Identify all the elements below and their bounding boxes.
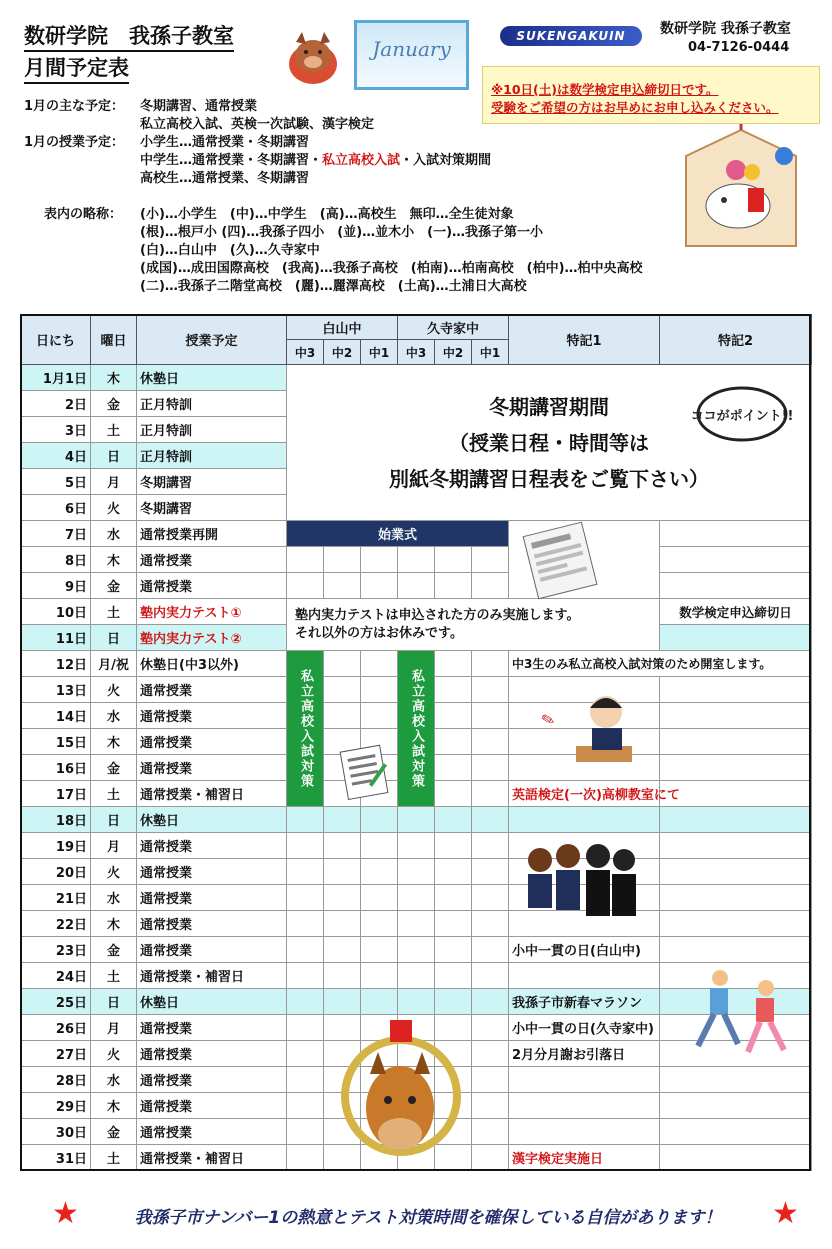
row-date: 15日 [21, 729, 91, 755]
note1-cell: 漢字検定実施日 [509, 1145, 660, 1171]
abbr-line: (小)…小学生 (中)…中学生 (高)…高校生 無印…全生徒対象 [140, 207, 514, 222]
test-notice [287, 599, 660, 651]
winter-line: 冬期講習期間 [489, 394, 610, 419]
table-row [21, 547, 812, 573]
note1-cell [509, 1093, 660, 1119]
row-plan: 通常授業 [137, 859, 287, 885]
grade-cell [287, 1119, 324, 1145]
row-weekday: 木 [91, 547, 137, 573]
row-date: 19日 [21, 833, 91, 859]
grade-cell [287, 1093, 324, 1119]
note2-cell [660, 937, 812, 963]
grade-cell [435, 989, 472, 1015]
row-weekday: 金 [91, 937, 137, 963]
grade-cell [472, 807, 509, 833]
grade-cell [435, 937, 472, 963]
abbr-line: (根)…根戸小 (四)…我孫子四小 (並)…並木小 (一)…我孫子第一小 [140, 225, 544, 240]
row-date: 23日 [21, 937, 91, 963]
row-plan: 通常授業 [137, 911, 287, 937]
grade-cell [287, 547, 324, 573]
grade-cell [361, 963, 398, 989]
row-plan: 通常授業 [137, 677, 287, 703]
ema-horse-icon [676, 126, 806, 254]
row-plan: 正月特訓 [137, 443, 287, 469]
row-plan: 通常授業 [137, 729, 287, 755]
note1-cell: 2月分月謝お引落日 [509, 1041, 660, 1067]
row-weekday: 日 [91, 807, 137, 833]
grade-cell [324, 833, 361, 859]
grade-cell [324, 885, 361, 911]
footer-slogan: 我孫子市ナンバー1の熱意とテスト対策時間を確保している自信があります！ [134, 1208, 722, 1228]
grade-cell [472, 859, 509, 885]
row-plan: 通常授業・補習日 [137, 781, 287, 807]
grade-cell [324, 703, 361, 729]
table-row [21, 599, 812, 625]
point-badge-icon [690, 384, 794, 444]
note1-cell: 我孫子市新春マラソン [509, 989, 660, 1015]
grade-cell [472, 833, 509, 859]
col-grade3: 中3 [287, 340, 324, 365]
row-date: 13日 [21, 677, 91, 703]
note2-cell [660, 1093, 812, 1119]
grade-cell [361, 677, 398, 703]
winter-line: （授業日程・時間等は [449, 430, 650, 455]
row-plan: 通常授業 [137, 573, 287, 599]
exam-paper-icon [336, 742, 398, 800]
grade-cell [361, 651, 398, 677]
row-weekday: 日 [91, 443, 137, 469]
row-date: 16日 [21, 755, 91, 781]
phone-number: 04-7126-0444 [688, 40, 790, 55]
row-weekday: 土 [91, 963, 137, 989]
january-banner: January [354, 20, 469, 90]
row-date: 7日 [21, 521, 91, 547]
row-date: 2日 [21, 391, 91, 417]
grade-cell [287, 937, 324, 963]
table-row [21, 911, 812, 937]
row-plan: 冬期講習 [137, 495, 287, 521]
table-row [21, 651, 812, 677]
row-weekday: 土 [91, 417, 137, 443]
row-date: 18日 [21, 807, 91, 833]
row-plan: 通常授業 [137, 1015, 287, 1041]
grade-cell [472, 781, 509, 807]
row-weekday: 火 [91, 859, 137, 885]
col-note2: 特記2 [660, 315, 812, 365]
row-plan: 休塾日 [137, 989, 287, 1015]
boar-icon [282, 24, 344, 86]
note1-cell: 小中一貫の日(久寺家中) [509, 1015, 660, 1041]
grade-cell [435, 781, 472, 807]
grade-cell [324, 677, 361, 703]
row-date: 9日 [21, 573, 91, 599]
exam-prep-hakusan: 私立高校入試対策 [287, 651, 324, 807]
grade-cell [472, 703, 509, 729]
note2-cell [660, 573, 812, 599]
row-date: 17日 [21, 781, 91, 807]
grade-cell [324, 573, 361, 599]
abbr-line: (白)…白山中 (久)…久寺家中 [140, 243, 320, 258]
col-kujike: 久寺家中 [398, 315, 509, 340]
main-schedule-label: 1月の主な予定： [24, 99, 125, 114]
row-weekday: 木 [91, 1093, 137, 1119]
row-date: 28日 [21, 1067, 91, 1093]
grade-cell [472, 573, 509, 599]
grade-cell [398, 963, 435, 989]
note1-cell [509, 807, 660, 833]
col-weekday: 曜日 [91, 315, 137, 365]
grade-cell [287, 963, 324, 989]
grade-cell [472, 1015, 509, 1041]
abbr-line: (二)…我孫子二階堂高校 (麗)…麗澤高校 (土高)…土浦日大高校 [140, 279, 527, 294]
table-row [21, 833, 812, 859]
grade-cell [435, 885, 472, 911]
row-plan: 休塾日(中3以外) [137, 651, 287, 677]
grade-cell [287, 885, 324, 911]
row-date: 6日 [21, 495, 91, 521]
test-note-line: それ以外の方はお休みです。 [295, 625, 463, 641]
runners-icon [686, 966, 796, 1062]
row-date: 20日 [21, 859, 91, 885]
grade-cell [435, 677, 472, 703]
table-row [21, 521, 812, 547]
note2-cell [660, 859, 812, 885]
page-title: 月間予定表 [24, 54, 129, 84]
abbr-line: (成国)…成田国際高校 (我高)…我孫子高校 (柏南)…柏南高校 (柏中)…柏中央高校 [140, 261, 643, 276]
grade-cell [472, 885, 509, 911]
class-schedule-line: 高校生…通常授業、冬期講習 [140, 171, 310, 186]
school-title: 数研学院 我孫子教室 [24, 22, 234, 52]
notice-box [482, 66, 820, 124]
table-row [21, 859, 812, 885]
grade-cell [435, 911, 472, 937]
grade-cell [472, 1067, 509, 1093]
note1-cell [509, 1119, 660, 1145]
row-date: 1月1日 [21, 365, 91, 391]
grade-cell [435, 703, 472, 729]
notice-line: ※10日(土)は数学検定申込締切日です。 [491, 82, 719, 97]
class-schedule-label: 1月の授業予定： [24, 135, 125, 150]
students-group-icon [512, 838, 642, 928]
grade-cell [287, 1041, 324, 1067]
grade-cell [398, 807, 435, 833]
row-weekday: 水 [91, 703, 137, 729]
row-plan: 通常授業 [137, 885, 287, 911]
grade-cell [361, 989, 398, 1015]
note2-cell [660, 677, 812, 703]
row-date: 27日 [21, 1041, 91, 1067]
grade-cell [324, 989, 361, 1015]
row-date: 11日 [21, 625, 91, 651]
row-weekday: 金 [91, 391, 137, 417]
note2-cell [660, 1145, 812, 1171]
row-plan: 通常授業再開 [137, 521, 287, 547]
note2-cell [660, 755, 812, 781]
row-plan: 通常授業 [137, 1119, 287, 1145]
svg-text:✎: ✎ [539, 708, 557, 731]
table-row [21, 885, 812, 911]
row-date: 3日 [21, 417, 91, 443]
grade-cell [361, 885, 398, 911]
table-row [21, 937, 812, 963]
row-weekday: 月/祝 [91, 651, 137, 677]
row-plan: 通常授業 [137, 755, 287, 781]
row-plan: 冬期講習 [137, 469, 287, 495]
row-date: 4日 [21, 443, 91, 469]
note2-cell [660, 547, 812, 573]
school-name: 数研学院 我孫子教室 [660, 21, 791, 37]
col-grade2: 中2 [324, 340, 361, 365]
row-weekday: 火 [91, 495, 137, 521]
grade-cell [324, 937, 361, 963]
grade-cell [324, 651, 361, 677]
col-note1: 特記1 [509, 315, 660, 365]
grade-cell [361, 573, 398, 599]
grade-cell [361, 807, 398, 833]
table-row [21, 365, 812, 391]
row-plan: 通常授業・補習日 [137, 963, 287, 989]
exam-prep-kujike: 私立高校入試対策 [398, 651, 435, 807]
row-date: 5日 [21, 469, 91, 495]
grade-cell [472, 1119, 509, 1145]
grade-cell [472, 1093, 509, 1119]
row-weekday: 土 [91, 1145, 137, 1171]
grade-cell [361, 859, 398, 885]
point-badge-text: ココがポイント!! [690, 409, 794, 424]
row-plan: 通常授業 [137, 1041, 287, 1067]
grade-cell [287, 573, 324, 599]
note2-cell [660, 807, 812, 833]
row-plan: 塾内実力テスト① [137, 599, 287, 625]
note2-cell [660, 885, 812, 911]
grade-cell [435, 963, 472, 989]
note2-cell [660, 1067, 812, 1093]
grade-cell [398, 833, 435, 859]
row-plan: 通常授業・補習日 [137, 1145, 287, 1171]
row-plan: 休塾日 [137, 807, 287, 833]
grade-cell [287, 989, 324, 1015]
grade-cell [472, 677, 509, 703]
row-plan: 通常授業 [137, 1093, 287, 1119]
table-row [21, 807, 812, 833]
grade-cell [398, 547, 435, 573]
row-date: 21日 [21, 885, 91, 911]
row-weekday: 金 [91, 573, 137, 599]
grade-cell [435, 859, 472, 885]
opening-ceremony: 始業式 [287, 521, 509, 547]
document-icon [516, 520, 608, 600]
row-weekday: 木 [91, 729, 137, 755]
row-weekday: 金 [91, 755, 137, 781]
grade-cell [287, 911, 324, 937]
grade-cell [324, 807, 361, 833]
col-hakusan: 白山中 [287, 315, 398, 340]
row-weekday: 月 [91, 1015, 137, 1041]
grade-cell [361, 547, 398, 573]
student-icon [532, 684, 642, 780]
row-weekday: 水 [91, 885, 137, 911]
col-grade1: 中1 [361, 340, 398, 365]
row-weekday: 木 [91, 365, 137, 391]
star-icon: ★ [52, 1196, 79, 1231]
row-date: 22日 [21, 911, 91, 937]
main-schedule-line: 私立高校入試、英検一次試験、漢字検定 [140, 117, 375, 132]
grade-cell [287, 1145, 324, 1171]
row-date: 12日 [21, 651, 91, 677]
grade-cell [472, 989, 509, 1015]
grade-cell [361, 703, 398, 729]
row-date: 24日 [21, 963, 91, 989]
note2-cell [660, 521, 812, 547]
grade-cell [398, 859, 435, 885]
row-plan: 正月特訓 [137, 391, 287, 417]
row-date: 29日 [21, 1093, 91, 1119]
col-grade2: 中2 [435, 340, 472, 365]
g3-open-note: 中3生のみ私立高校入試対策のため開室します。 [509, 651, 812, 677]
note1-cell: 英語検定(一次)高柳教室にて [509, 781, 660, 807]
note2-cell [660, 1119, 812, 1145]
grade-cell [398, 573, 435, 599]
grade-cell [287, 807, 324, 833]
class-schedule-line: 小学生…通常授業・冬期講習 [140, 135, 310, 150]
row-weekday: 月 [91, 469, 137, 495]
grade-cell [287, 1015, 324, 1041]
note2-cell [660, 833, 812, 859]
row-weekday: 火 [91, 1041, 137, 1067]
grade-cell [287, 1067, 324, 1093]
row-weekday: 水 [91, 521, 137, 547]
row-plan: 正月特訓 [137, 417, 287, 443]
row-date: 30日 [21, 1119, 91, 1145]
table-row [21, 573, 812, 599]
col-grade3: 中3 [398, 340, 435, 365]
grade-cell [472, 963, 509, 989]
note2-cell [660, 781, 812, 807]
grade-cell [287, 833, 324, 859]
row-weekday: 木 [91, 911, 137, 937]
abbr-label: 表内の略称： [44, 207, 123, 222]
grade-cell [398, 937, 435, 963]
row-plan: 休塾日 [137, 365, 287, 391]
grade-cell [435, 729, 472, 755]
grade-cell [361, 937, 398, 963]
row-weekday: 日 [91, 625, 137, 651]
winter-line: 別紙冬期講習日程表をご覧下さい） [389, 466, 710, 491]
grade-cell [324, 911, 361, 937]
row-plan: 通常授業 [137, 833, 287, 859]
notice-line: 受験をご希望の方はお早めにお申し込みください。 [491, 100, 779, 115]
grade-cell [435, 573, 472, 599]
row-date: 14日 [21, 703, 91, 729]
grade-cell [361, 911, 398, 937]
grade-cell [472, 651, 509, 677]
row-plan: 通常授業 [137, 937, 287, 963]
grade-cell [472, 1145, 509, 1171]
grade-cell [435, 755, 472, 781]
col-grade1: 中1 [472, 340, 509, 365]
grade-cell [324, 547, 361, 573]
main-schedule-line: 冬期講習、通常授業 [140, 99, 258, 114]
row-plan: 塾内実力テスト② [137, 625, 287, 651]
row-plan: 通常授業 [137, 1067, 287, 1093]
grade-cell [472, 1041, 509, 1067]
grade-cell [398, 885, 435, 911]
note1-cell: 小中一貫の日(白山中) [509, 937, 660, 963]
grade-cell [398, 911, 435, 937]
col-date: 日にち [21, 315, 91, 365]
grade-cell [472, 755, 509, 781]
note2-cell [660, 703, 812, 729]
grade-cell [435, 547, 472, 573]
note2-cell [660, 911, 812, 937]
grade-cell [472, 729, 509, 755]
grade-cell [472, 547, 509, 573]
row-weekday: 月 [91, 833, 137, 859]
col-plan: 授業予定 [137, 315, 287, 365]
grade-cell [324, 963, 361, 989]
note1-cell [509, 963, 660, 989]
grade-cell [287, 859, 324, 885]
horse-wreath-icon [338, 1016, 464, 1164]
row-plan: 通常授業 [137, 703, 287, 729]
note1-cell [509, 1067, 660, 1093]
grade-cell [472, 937, 509, 963]
row-date: 31日 [21, 1145, 91, 1171]
row-weekday: 日 [91, 989, 137, 1015]
row-weekday: 火 [91, 677, 137, 703]
note2-cell [660, 729, 812, 755]
row-weekday: 土 [91, 599, 137, 625]
row-date: 26日 [21, 1015, 91, 1041]
grade-cell [435, 833, 472, 859]
grade-cell [361, 833, 398, 859]
row-weekday: 金 [91, 1119, 137, 1145]
star-icon: ★ [772, 1196, 799, 1231]
note2-cell [660, 625, 812, 651]
school-logo: SUKENGAKUIN [500, 26, 642, 46]
grade-cell [472, 911, 509, 937]
row-date: 8日 [21, 547, 91, 573]
grade-cell [398, 989, 435, 1015]
row-date: 10日 [21, 599, 91, 625]
row-plan: 通常授業 [137, 547, 287, 573]
test-note-line: 塾内実力テストは申込された方のみ実施します。 [295, 607, 580, 623]
row-weekday: 土 [91, 781, 137, 807]
row-date: 25日 [21, 989, 91, 1015]
row-weekday: 水 [91, 1067, 137, 1093]
math-deadline-note: 数学検定申込締切日 [660, 599, 812, 625]
grade-cell [324, 859, 361, 885]
grade-cell [435, 807, 472, 833]
class-schedule-line: 中学生…通常授業・冬期講習・私立高校入試・入試対策期間 [140, 153, 492, 168]
grade-cell [435, 651, 472, 677]
